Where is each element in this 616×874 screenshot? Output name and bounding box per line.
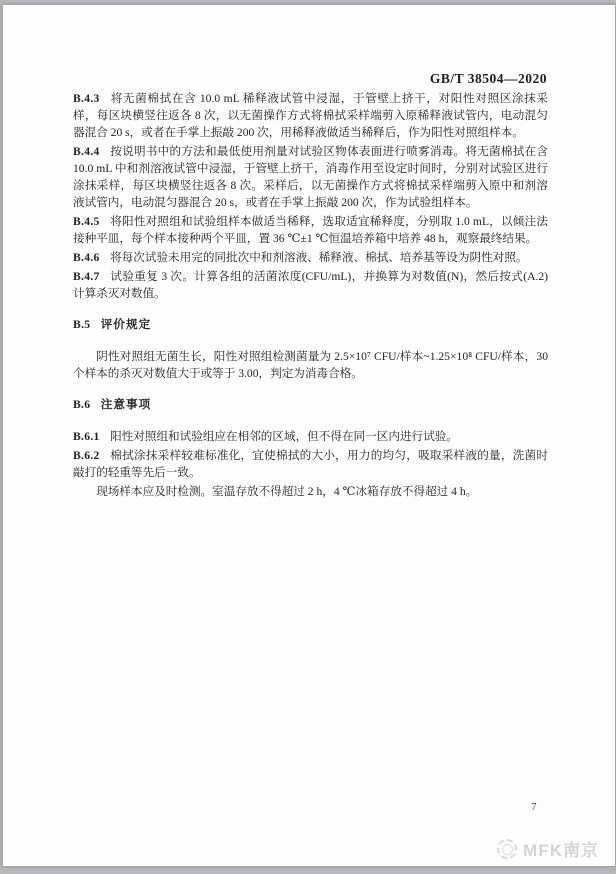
clause-number: B.6.1	[73, 430, 100, 443]
clause-text: 将每次试验未用完的同批次中和剂溶液、稀释液、棉拭、培养基等设为阴性对照。	[110, 251, 528, 264]
watermark-text: MFK南京	[523, 841, 599, 860]
clause-b6-1	[73, 428, 548, 445]
clause-b4-5	[73, 213, 548, 247]
clause-b4-7	[73, 268, 548, 302]
clause-number: B.4.3	[73, 92, 100, 105]
document-page	[3, 5, 615, 866]
clause-text: 将无菌棉拭在含 10.0 mL 稀释液试管中浸湿，于管壁上挤干，对阳性对照区涂抹采样，每区块横竖往返各 8 次，以无菌操作方式将棉拭采样端剪入原稀释液试管内，电动混匀器混合 20 s，或者在手掌上振敲 200 次，用稀释液做适当稀释后，作为阳性对照组样本。	[73, 92, 548, 139]
section-heading-b6	[73, 396, 548, 413]
clause-text: 将阳性对照组和试验组样本做适当稀释，选取适宜稀释度，分别取 1.0 mL，以倾注法接种平皿，每个样本接种两个平皿，置 36 ℃±1 ℃恒温培养箱中培养 48 h，观察最终结果。	[73, 215, 548, 245]
clause-number: B.4.4	[73, 145, 100, 158]
watermark	[497, 836, 599, 861]
document-body	[73, 90, 548, 500]
clause-b6-2	[73, 447, 548, 481]
clause-number: B.4.5	[73, 215, 100, 228]
section-heading-b5	[73, 316, 548, 333]
page-number: 7	[531, 801, 537, 813]
section-title: 注意事项	[100, 398, 152, 411]
section-title: 评价规定	[100, 318, 152, 331]
watermark-logo-icon	[497, 839, 517, 859]
clause-number: B.6.2	[73, 449, 100, 462]
clause-text: 按说明书中的方法和最低使用剂量对试验区物体表面进行喷雾消毒。将无菌棉拭在含 10.0 mL 中和剂溶液试管中浸湿，于管壁上挤干，消毒作用至设定时间时，分别对试验区进行涂抹采样，每区块横竖往返各 8 次。采样后，以无菌操作方式将棉拭采样端剪入原中和剂溶液试管内，电动混匀器混合 20 s，或者在手掌上振敲 200 次，作为试验组样本。	[73, 145, 548, 209]
standard-number-header: GB/T 38504—2020	[429, 71, 547, 86]
clause-text: 试验重复 3 次。计算各组的活菌浓度(CFU/mL)，并换算为对数值(N)，然后按式(A.2)计算杀灭对数值。	[73, 270, 548, 300]
clause-text: 阳性对照组和试验组应在相邻的区域，但不得在同一区内进行试验。	[110, 430, 458, 443]
clause-number: B.4.6	[73, 251, 100, 264]
evaluation-paragraph: 阴性对照组无菌生长，阳性对照组检测菌量为 2.5×10⁷ CFU/样本~1.25×10⁸ CFU/样本，30 个样本的杀灭对数值大于或等于 3.00，判定为消毒合格。	[73, 350, 548, 380]
section-number: B.5	[73, 318, 91, 331]
clause-b4-3	[73, 90, 548, 141]
clause-text: 棉拭涂抹采样较难标准化，宜使棉拭的大小，用力的均匀，吸取采样液的量，洗菌时敲打的轻重等先后一致。	[73, 449, 548, 479]
clause-b4-6	[73, 249, 548, 266]
field-sample-note: 现场样本应及时检测。室温存放不得超过 2 h，4 ℃冰箱存放不得超过 4 h。	[96, 485, 478, 498]
section-number: B.6	[73, 398, 91, 411]
clause-number: B.4.7	[73, 270, 100, 283]
clause-b4-4	[73, 143, 548, 211]
